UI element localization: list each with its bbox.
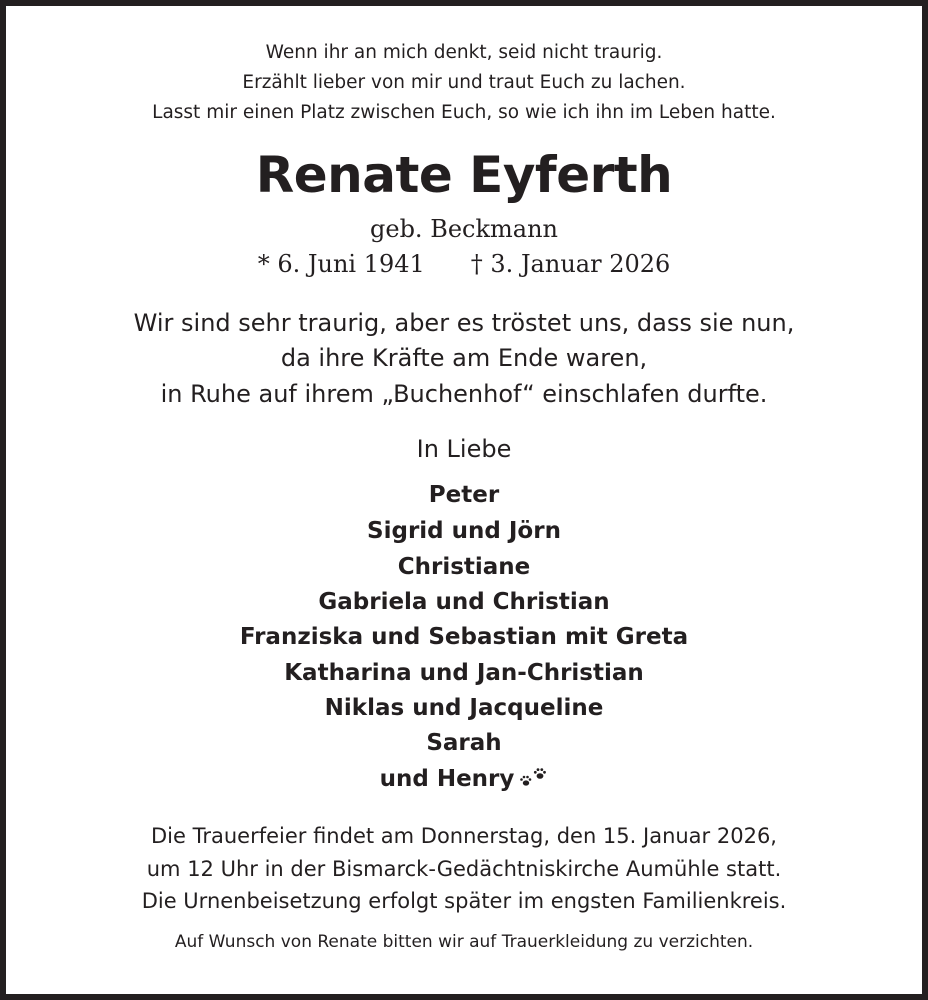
message-line: in Ruhe auf ihrem „Buchenhof“ einschlafen durfte. [160, 380, 768, 408]
funeral-line: um 12 Uhr in der Bismarck-Gedächtniskirche Aumühle statt. [146, 857, 782, 881]
final-note: Auf Wunsch von Renate bitten wir auf Trauerkleidung zu verzichten. [174, 932, 754, 952]
family-member-henry [0, 761, 928, 797]
family-member: Franziska und Sebastian mit Greta [239, 624, 689, 650]
paw-prints-icon [518, 767, 548, 789]
family-member: Sarah [426, 730, 502, 756]
funeral-line: Die Urnenbeisetzung erfolgt später im engsten Familienkreis. [141, 889, 787, 913]
birth-date: * 6. Juni 1941 [257, 250, 425, 278]
funeral-line: Die Trauerfeier findet am Donnerstag, den 15. Januar 2026, [151, 824, 777, 848]
poem-line: Wenn ihr an mich denkt, seid nicht traurig. [265, 42, 663, 63]
message-line: da ihre Kräfte am Ende waren, [280, 344, 648, 372]
poem-line: Erzählt lieber von mir und traut Euch zu lachen. [242, 72, 686, 93]
family-member: Christiane [397, 554, 531, 580]
poem-line: Lasst mir einen Platz zwischen Euch, so wie ich ihn im Leben hatte. [152, 102, 776, 123]
family-member: Katharina und Jan-Christian [284, 660, 644, 686]
family-member: Sigrid und Jörn [367, 518, 561, 544]
family-member: Peter [428, 482, 500, 508]
life-dates [0, 246, 928, 282]
birth-name: geb. Beckmann [370, 215, 558, 243]
family-member: und Henry [379, 766, 515, 792]
family-member: Gabriela und Christian [318, 589, 610, 615]
death-date: † 3. Januar 2026 [470, 250, 671, 278]
in-love: In Liebe [416, 435, 512, 463]
deceased-name: Renate Eyferth [255, 146, 673, 204]
family-member: Niklas und Jacqueline [324, 695, 604, 721]
message-line: Wir sind sehr traurig, aber es tröstet uns, dass sie nun, [133, 309, 795, 337]
